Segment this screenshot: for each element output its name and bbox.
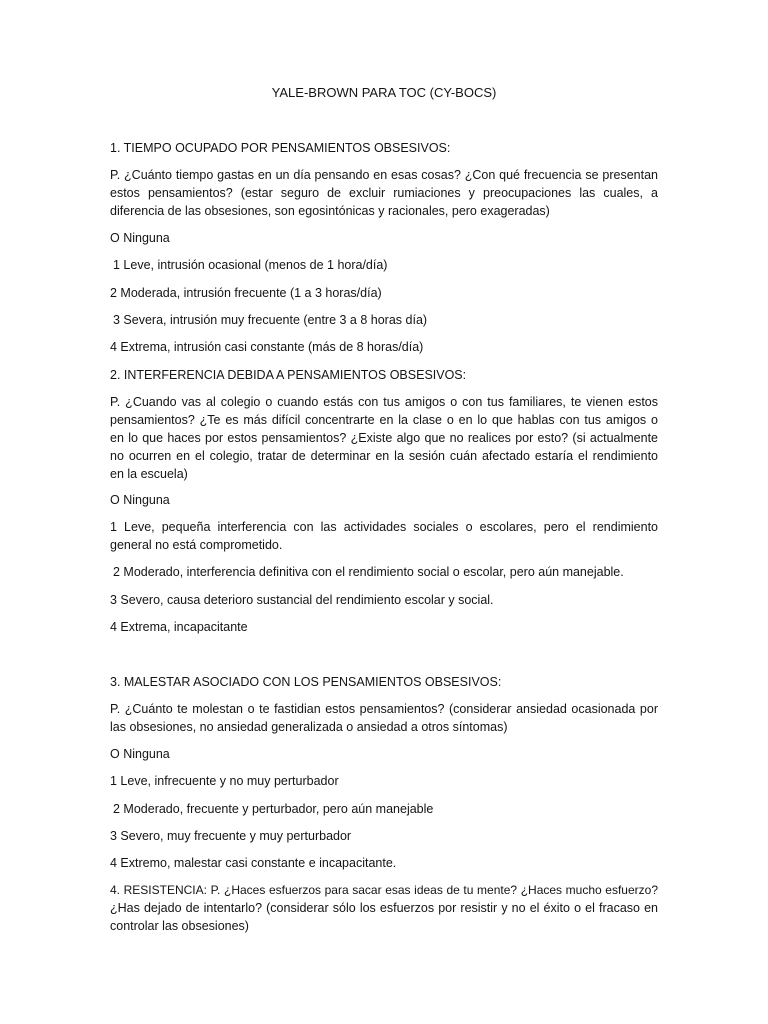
section-2-option-0: O Ninguna [110, 493, 170, 507]
section-4-question-line-2: ¿Has dejado de intentarlo? (considerar sólo los esfuerzos por resistir y no el éxito o el fracaso en [110, 901, 658, 915]
section-2-option-3: 3 Severo, causa deterioro sustancial del rendimiento escolar y social. [110, 593, 494, 607]
section-1-question-line-1: P. ¿Cuánto tiempo gastas en un día pensando en esas cosas? ¿Con qué frecuencia se presentan [110, 168, 658, 182]
section-3-option-3: 3 Severo, muy frecuente y muy perturbador [110, 829, 352, 843]
section-3-option-0: O Ninguna [110, 747, 170, 761]
section-2-option-1-line-2: general no está comprometido. [110, 538, 283, 552]
section-2-option-4: 4 Extrema, incapacitante [110, 620, 248, 634]
section-1-option-2: 2 Moderada, intrusión frecuente (1 a 3 horas/día) [110, 286, 382, 300]
section-2-question-line-3: en lo que haces por estos pensamientos? ¿Existe algo que no realices por esto? (si actualmente [110, 431, 658, 445]
section-3-option-2: 2 Moderado, frecuente y perturbador, pero aún manejable [113, 802, 434, 816]
section-3-question-line-2: las obsesiones, no ansiedad generalizada o ansiedad a otros síntomas) [110, 720, 508, 734]
section-3-heading: 3. MALESTAR ASOCIADO CON LOS PENSAMIENTOS OBSESIVOS: [110, 675, 502, 689]
section-1-question-line-3: diferencia de las obsesiones, son egosintónicas y racionales, pero exageradas) [110, 204, 550, 218]
section-2-heading: 2. INTERFERENCIA DEBIDA A PENSAMIENTOS OBSESIVOS: [110, 368, 467, 382]
section-1-option-0: O Ninguna [110, 231, 170, 245]
section-4-question-line-1: 4. RESISTENCIA: P. ¿Haces esfuerzos para sacar esas ideas de tu mente? ¿Haces mucho esfuerzo? [110, 883, 658, 897]
section-1-heading: 1. TIEMPO OCUPADO POR PENSAMIENTOS OBSESIVOS: [110, 141, 451, 155]
section-2-question-line-2: pensamientos? ¿Te es más difícil concentrarte en la clase o en lo que hablas con tus amigos o [110, 413, 658, 427]
section-2-question-line-4: no ocurren en el colegio, tratar de determinar en la sesión cuán afectado estaría el rendimiento [110, 449, 658, 463]
document-title: YALE-BROWN PARA TOC (CY-BOCS) [271, 85, 497, 100]
section-3-option-1: 1 Leve, infrecuente y no muy perturbador [110, 774, 339, 788]
section-2-option-1-line-1: 1 Leve, pequeña interferencia con las actividades sociales o escolares, pero el rendimiento [110, 520, 658, 534]
section-2-option-2: 2 Moderado, interferencia definitiva con el rendimiento social o escolar, pero aún manejable. [113, 565, 624, 579]
section-1-option-3: 3 Severa, intrusión muy frecuente (entre 3 a 8 horas día) [113, 313, 428, 327]
section-1-option-4: 4 Extrema, intrusión casi constante (más de 8 horas/día) [110, 340, 424, 354]
section-4-question-line-3: controlar las obsesiones) [110, 919, 249, 933]
section-2-question-line-1: P. ¿Cuando vas al colegio o cuando estás con tus amigos o con tus familiares, te vienen estos [110, 395, 658, 409]
section-2-question-line-5: en la escuela) [110, 467, 188, 481]
section-3-question-line-1: P. ¿Cuánto te molestan o te fastidian estos pensamientos? (considerar ansiedad ocasionada por [110, 702, 658, 716]
section-1-option-1: 1 Leve, intrusión ocasional (menos de 1 hora/día) [113, 258, 388, 272]
section-3-option-4: 4 Extremo, malestar casi constante e incapacitante. [110, 856, 397, 870]
section-1-question-line-2: estos pensamientos? (estar seguro de excluir rumiaciones y preocupaciones las cuales, a [110, 186, 658, 200]
document-page [110, 0, 658, 1024]
